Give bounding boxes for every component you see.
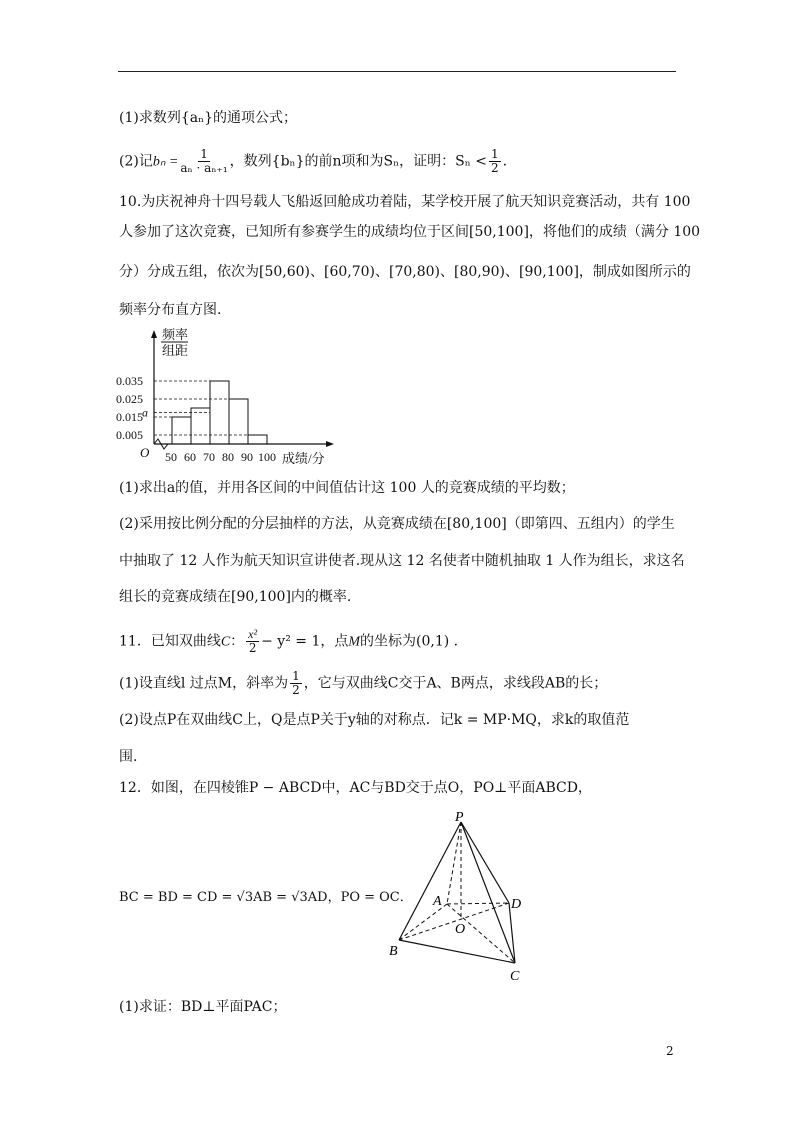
y-tick-2: a: [142, 405, 148, 420]
pyramid-diagram: [385, 808, 535, 983]
x-tick-60: 60: [184, 450, 196, 464]
edge-pb: [399, 822, 461, 940]
y-axis-arrow: [151, 330, 157, 338]
label-a: A: [433, 894, 442, 909]
origin-label: O: [140, 445, 150, 460]
q9-part1: (1)求数列{aₙ}的通项公式；: [119, 110, 298, 126]
label-c: C: [510, 969, 520, 983]
y-tick-3: 0.015: [116, 410, 143, 424]
x-axis-arrow: [326, 441, 334, 447]
q9-half: $\frac{1}{2}$: [490, 147, 499, 175]
q10-line1: 10.为庆祝神舟十四号载人飞船返回舱成功着陆，某学校开展了航天知识竞赛活动，共有 100: [119, 194, 691, 210]
edge-bc: [399, 940, 515, 963]
edge-pd: [461, 822, 509, 903]
q12-line1: 12．如图，在四棱锥P − ABCD中，AC与BD交于点O，PO⊥平面ABCD，: [119, 780, 592, 796]
q10-part2-l3: 组长的竞赛成绩在[90,100]内的概率.: [119, 589, 352, 605]
y-label-numerator: 频率: [162, 327, 189, 342]
histogram-chart: [112, 326, 352, 468]
x-axis-label: 成绩/分: [282, 451, 325, 466]
edge-ab: [399, 904, 447, 940]
bar-4: [229, 399, 248, 444]
q11-part1: (1)设直线l 过点M，斜率为 $\frac{1}{2}$ ，它与双曲线C交于A、B两点，求线段AB的长；: [119, 669, 608, 697]
y-tick-4: 0.025: [116, 392, 143, 406]
y-tick-1: 0.005: [116, 428, 143, 442]
header-rule: [118, 71, 676, 72]
q10-part2-l2: 中抽取了 12 人作为航天知识宣讲使者.现从这 12 名使者中随机抽取 1 人作为组长，求这名: [119, 553, 685, 569]
q10-part1: (1)求出a的值，并用各区间的中间值估计这 100 人的竞赛成绩的平均数；: [119, 480, 575, 496]
q10-part2-l1: (2)采用按比例分配的分层抽样的方法，从竞赛成绩在[80,100]（即第四、五组内）的学生: [119, 516, 675, 532]
q9-part2: (2)记bₙ = $\frac{1}{\text{aₙ · aₙ₊₁}}$ ，数列{bₙ}的前n项和为Sₙ，证明：Sₙ < $\frac{1}{2}$ .: [119, 147, 508, 175]
q11-stem: 11．已知双曲线C： $\frac{\text{x²}}{2}$ − y² = 1，点M的坐标为(0,1) .: [119, 627, 459, 655]
q11-slope-fraction: $\frac{1}{2}$: [292, 669, 300, 697]
y-tick-5: 0.035: [116, 374, 143, 388]
x-tick-70: 70: [203, 450, 215, 464]
x-tick-100: 100: [258, 450, 276, 464]
q11-part2-l2: 围.: [119, 749, 138, 765]
label-p: P: [455, 810, 464, 825]
q12-line2: BC = BD = CD = √3AB = √3AD，PO = OC．: [119, 890, 413, 905]
label-d: D: [511, 897, 522, 912]
label-o: O: [455, 922, 466, 937]
bar-5: [248, 435, 267, 444]
q9-fraction: $\frac{1}{\text{aₙ · aₙ₊₁}}$: [180, 147, 228, 175]
q10-line3: 分）分成五组，依次为[50,60)、[60,70)、[70,80)、[80,90)、[90,100]，制成如图所示的: [119, 264, 691, 280]
q10-line2: 人参加了这次竞赛，已知所有参赛学生的成绩均位于区间[50,100]，将他们的成绩（满分 100: [119, 224, 701, 240]
label-b: B: [389, 944, 398, 959]
q11-fraction: $\frac{\text{x²}}{2}$: [248, 627, 258, 655]
q11-part2-l1: (2)设点P在双曲线C上，Q是点P关于y轴的对称点．记k = MP·MQ，求k的取值范: [119, 712, 630, 728]
edge-ad: [447, 903, 509, 904]
x-tick-80: 80: [222, 450, 234, 464]
bar-3: [210, 381, 229, 444]
y-label-denominator: 组距: [162, 343, 189, 358]
x-tick-90: 90: [241, 450, 253, 464]
q12-part1: (1)求证：BD⊥平面PAC；: [119, 999, 287, 1015]
edge-pc: [461, 822, 515, 963]
bar-2: [191, 408, 210, 444]
q10-line4: 频率分布直方图.: [119, 302, 222, 318]
page-number: 2: [666, 1044, 674, 1058]
bar-1: [172, 417, 191, 444]
x-tick-50: 50: [165, 450, 177, 464]
